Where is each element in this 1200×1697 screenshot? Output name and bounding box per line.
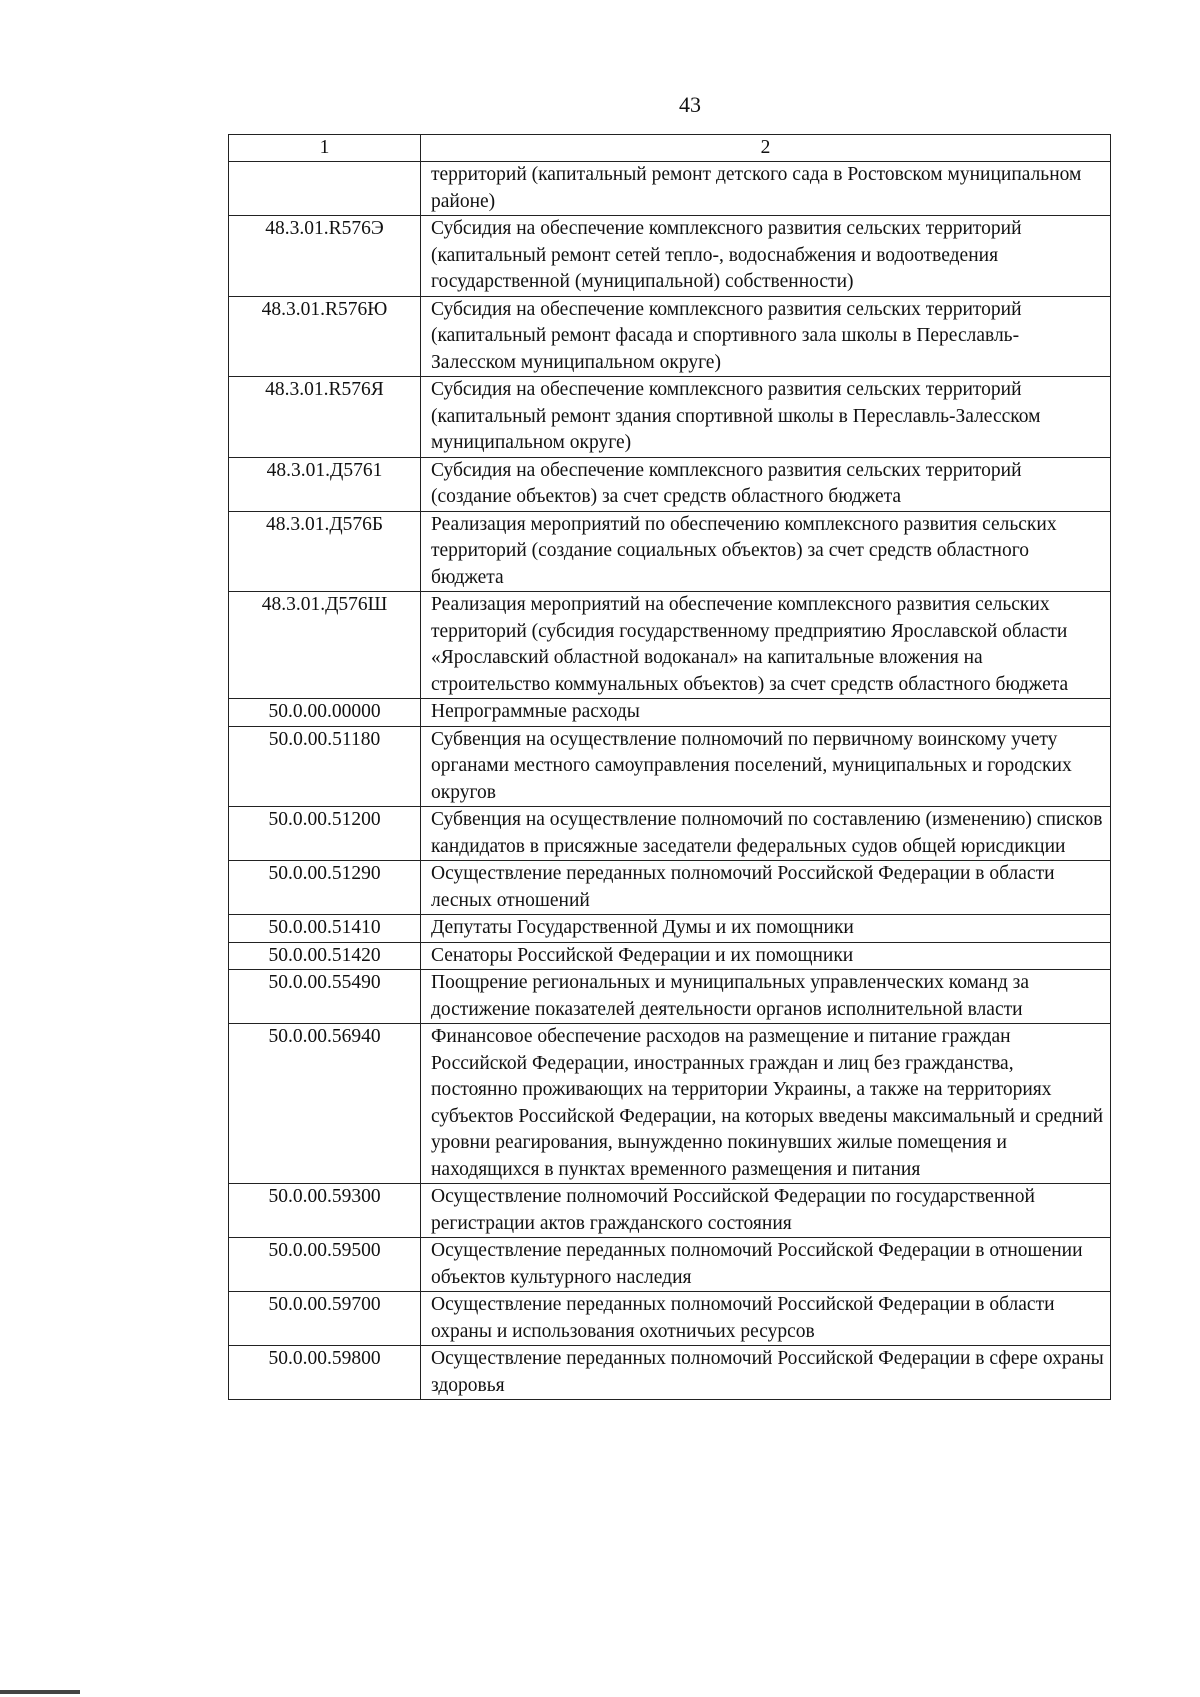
table-row	[229, 457, 1111, 511]
page-number: 43	[679, 92, 701, 117]
row-description: Осуществление переданных полномочий Российской Федерации в отношении объектов культурного наследия	[421, 1238, 1111, 1292]
row-code: 50.0.00.51180	[229, 726, 421, 807]
row-description: Субвенция на осуществление полномочий по первичному воинскому учету органами местного самоуправления поселений, муниципальных и городских округов	[421, 726, 1111, 807]
row-code: 48.3.01.R576Я	[229, 377, 421, 458]
row-description: Финансовое обеспечение расходов на размещение и питание граждан Российской Федерации, иностранных граждан и лиц без гражданства, постоянно проживающих на территории Украины, а также на территориях субъектов Российской Федерации, на которых введены максимальный и средний уровни реагирования, вынужденно покинувших жилые помещения и находящихся в пунктах временного размещения и питания	[421, 1024, 1111, 1184]
table-row	[229, 807, 1111, 861]
table-row	[229, 592, 1111, 699]
table-row	[229, 162, 1111, 216]
budget-classification-table	[228, 134, 1111, 1400]
row-code: 48.3.01.Д5761	[229, 457, 421, 511]
row-code: 50.0.00.51410	[229, 915, 421, 943]
row-code: 50.0.00.51200	[229, 807, 421, 861]
row-description: Реализация мероприятий на обеспечение комплексного развития сельских территорий (субсидия государственному предприятию Ярославской области «Ярославский областной водоканал» на капитальные вложения на строительство коммунальных объектов) за счет средств областного бюджета	[421, 592, 1111, 699]
table-row	[229, 1238, 1111, 1292]
row-description: Реализация мероприятий по обеспечению комплексного развития сельских территорий (создание социальных объектов) за счет средств областного бюджета	[421, 511, 1111, 592]
row-description: Сенаторы Российской Федерации и их помощники	[421, 942, 1111, 970]
row-description: Субвенция на осуществление полномочий по составлению (изменению) списков кандидатов в присяжные заседатели федеральных судов общей юрисдикции	[421, 807, 1111, 861]
table-row	[229, 915, 1111, 943]
table-header-row	[229, 135, 1111, 162]
scan-edge-mark	[0, 1690, 80, 1694]
row-code: 48.3.01.Д576Ш	[229, 592, 421, 699]
table-row	[229, 970, 1111, 1024]
row-code: 50.0.00.59300	[229, 1184, 421, 1238]
row-code: 50.0.00.59800	[229, 1346, 421, 1400]
row-description: Субсидия на обеспечение комплексного развития сельских территорий (создание объектов) за счет средств областного бюджета	[421, 457, 1111, 511]
table-row	[229, 1346, 1111, 1400]
table-row	[229, 1024, 1111, 1184]
row-description: территорий (капитальный ремонт детского сада в Ростовском муниципальном районе)	[421, 162, 1111, 216]
row-description: Осуществление переданных полномочий Российской Федерации в области охраны и использования охотничьих ресурсов	[421, 1292, 1111, 1346]
row-description: Осуществление переданных полномочий Российской Федерации в сфере охраны здоровья	[421, 1346, 1111, 1400]
row-code: 50.0.00.59700	[229, 1292, 421, 1346]
table-row	[229, 1184, 1111, 1238]
row-code	[229, 162, 421, 216]
column-header-code: 1	[229, 135, 421, 162]
table-row	[229, 942, 1111, 970]
row-description: Субсидия на обеспечение комплексного развития сельских территорий (капитальный ремонт сетей тепло-, водоснабжения и водоотведения государственной (муниципальной) собственности)	[421, 216, 1111, 297]
table-row	[229, 699, 1111, 727]
row-code: 50.0.00.51290	[229, 861, 421, 915]
table-row	[229, 511, 1111, 592]
table-row	[229, 377, 1111, 458]
row-description: Депутаты Государственной Думы и их помощники	[421, 915, 1111, 943]
table-row	[229, 296, 1111, 377]
row-code: 50.0.00.51420	[229, 942, 421, 970]
row-code: 50.0.00.55490	[229, 970, 421, 1024]
row-code: 48.3.01.R576Ю	[229, 296, 421, 377]
row-code: 50.0.00.59500	[229, 1238, 421, 1292]
row-description: Субсидия на обеспечение комплексного развития сельских территорий (капитальный ремонт здания спортивной школы в Переславль-Залесском муниципальном округе)	[421, 377, 1111, 458]
row-description: Осуществление полномочий Российской Федерации по государственной регистрации актов гражданского состояния	[421, 1184, 1111, 1238]
column-header-description: 2	[421, 135, 1111, 162]
table-row	[229, 216, 1111, 297]
table-row	[229, 726, 1111, 807]
row-code: 48.3.01.Д576Б	[229, 511, 421, 592]
table-row	[229, 1292, 1111, 1346]
row-description: Субсидия на обеспечение комплексного развития сельских территорий (капитальный ремонт фасада и спортивного зала школы в Переславль-Залесском муниципальном округе)	[421, 296, 1111, 377]
row-code: 48.3.01.R576Э	[229, 216, 421, 297]
row-description: Непрограммные расходы	[421, 699, 1111, 727]
table-row	[229, 861, 1111, 915]
row-code: 50.0.00.00000	[229, 699, 421, 727]
row-description: Осуществление переданных полномочий Российской Федерации в области лесных отношений	[421, 861, 1111, 915]
row-description: Поощрение региональных и муниципальных управленческих команд за достижение показателей деятельности органов исполнительной власти	[421, 970, 1111, 1024]
row-code: 50.0.00.56940	[229, 1024, 421, 1184]
